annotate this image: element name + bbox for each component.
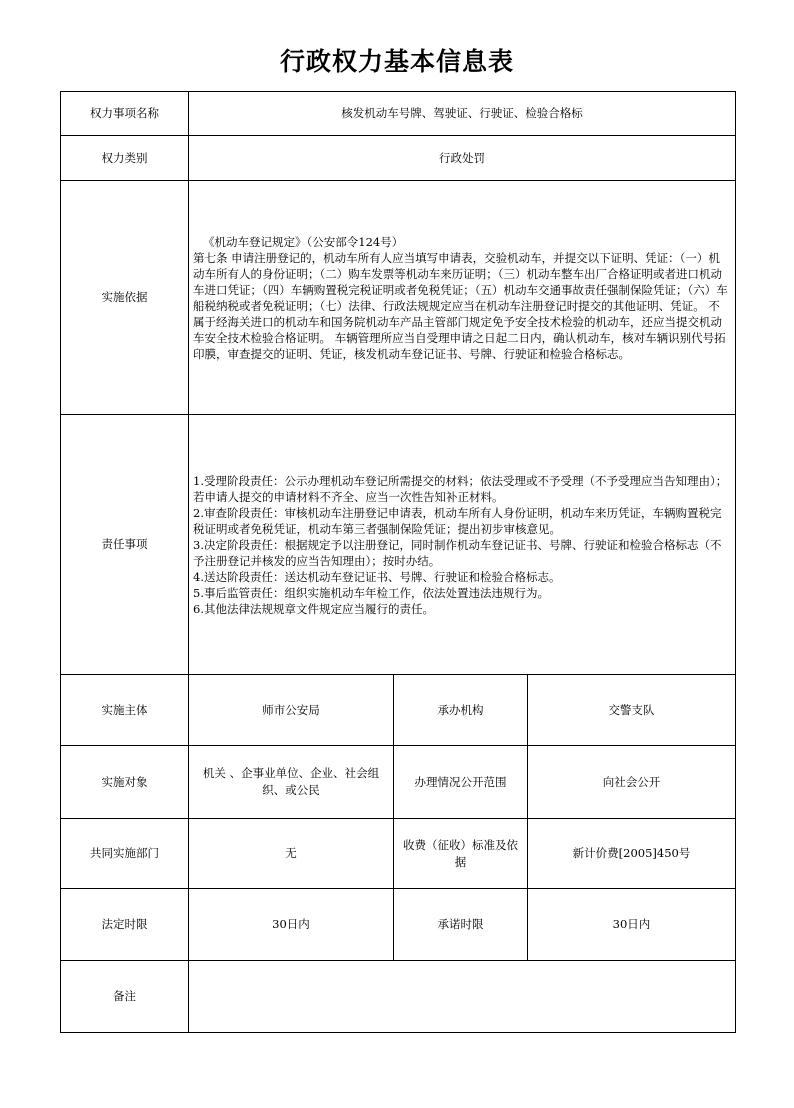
basis-content: [189, 181, 736, 415]
row-responsibilities: [61, 415, 736, 675]
joint-dept-label: 共同实施部门: [61, 819, 189, 889]
agency-label: 承办机构: [394, 675, 528, 746]
responsibilities-label: 责任事项: [61, 415, 189, 675]
target-value: 机关 、企事业单位、企业、社会组织、或公民: [189, 746, 394, 819]
power-category-label: 权力类别: [61, 136, 189, 181]
responsibility-item: 3.决定阶段责任：根据规定予以注册登记，同时制作机动车登记证书、号牌、行驶证和检验合格标志（不予注册登记并核发的应当告知理由）；按时办结。: [193, 537, 722, 568]
row-basis: [61, 181, 736, 415]
power-name-label: 权力事项名称: [61, 92, 189, 136]
row-subject: [61, 675, 736, 746]
row-joint: [61, 819, 736, 889]
row-power-name: [61, 92, 736, 136]
remarks-value: [189, 961, 736, 1033]
disclosure-scope-label: 办理情况公开范围: [394, 746, 528, 819]
joint-dept-value: 无: [189, 819, 394, 889]
row-target: [61, 746, 736, 819]
power-category-value: 行政处罚: [189, 136, 736, 181]
basis-text: 第七条 申请注册登记的，机动车所有人应当填写申请表，交验机动车，并提交以下证明、凭证：（一）机动车所有人的身份证明；（二）购车发票等机动车来历证明；（三）机动车整车出厂合格证明或者进口机动车进口凭证；（四）车辆购置税完税证明或者免税凭证；（五）机动车交通事故责任强制保险凭证；（六）车船税纳税或者免税证明；（七）法律、行政法规规定应当在机动车注册登记时提交的其他证明、凭证。 不属于经海关进口的机动车和国务院机动车产品主管部门规定免予安全技术检验的机动车，还应当提交机动车安全技术检验合格证明。 车辆管理所应当自受理申请之日起二日内，确认机动车，核对车辆识别代号拓印膜，审查提交的证明、凭证，核发机动车登记证书、号牌、行驶证和检验合格标志。: [193, 250, 728, 361]
statutory-time-value: 30日内: [189, 889, 394, 961]
row-time-limit: [61, 889, 736, 961]
responsibility-item: 5.事后监管责任：组织实施机动车年检工作，依法处置违法违规行为。: [193, 585, 549, 600]
responsibility-item: 6.其他法律法规规章文件规定应当履行的责任。: [193, 601, 434, 616]
row-power-category: [61, 136, 736, 181]
subject-value: 师市公安局: [189, 675, 394, 746]
row-remarks: [61, 961, 736, 1033]
statutory-time-label: 法定时限: [61, 889, 189, 961]
promised-time-label: 承诺时限: [394, 889, 528, 961]
remarks-label: 备注: [61, 961, 189, 1033]
page-title: 行政权力基本信息表: [279, 47, 514, 76]
fee-standard-label: 收费（征收）标准及依据: [394, 819, 528, 889]
basis-law-title: 《机动车登记规定》（公安部令124号）: [203, 234, 404, 249]
power-name-value: 核发机动车号牌、驾驶证、行驶证、检验合格标: [189, 92, 736, 136]
responsibilities-content: [189, 415, 736, 675]
disclosure-scope-value: 向社会公开: [528, 746, 736, 819]
power-info-table: [60, 91, 736, 1033]
target-label: 实施对象: [61, 746, 189, 819]
promised-time-value: 30日内: [528, 889, 736, 961]
responsibility-item: 1.受理阶段责任：公示办理机动车登记所需提交的材料；依法受理或不予受理（不予受理应当告知理由）；若申请人提交的申请材料不齐全、应当一次性告知补正材料。: [193, 473, 728, 504]
responsibility-item: 4.送达阶段责任：送达机动车登记证书、号牌、行驶证和检验合格标志。: [193, 569, 561, 584]
basis-label: 实施依据: [61, 181, 189, 415]
agency-value: 交警支队: [528, 675, 736, 746]
subject-label: 实施主体: [61, 675, 189, 746]
fee-standard-value: 新计价费[2005]450号: [528, 819, 736, 889]
responsibility-item: 2.审查阶段责任：审核机动车注册登记申请表，机动车所有人身份证明，机动车来历凭证，车辆购置税完税证明或者免税凭证，机动车第三者强制保险凭证；提出初步审核意见。: [193, 505, 722, 536]
